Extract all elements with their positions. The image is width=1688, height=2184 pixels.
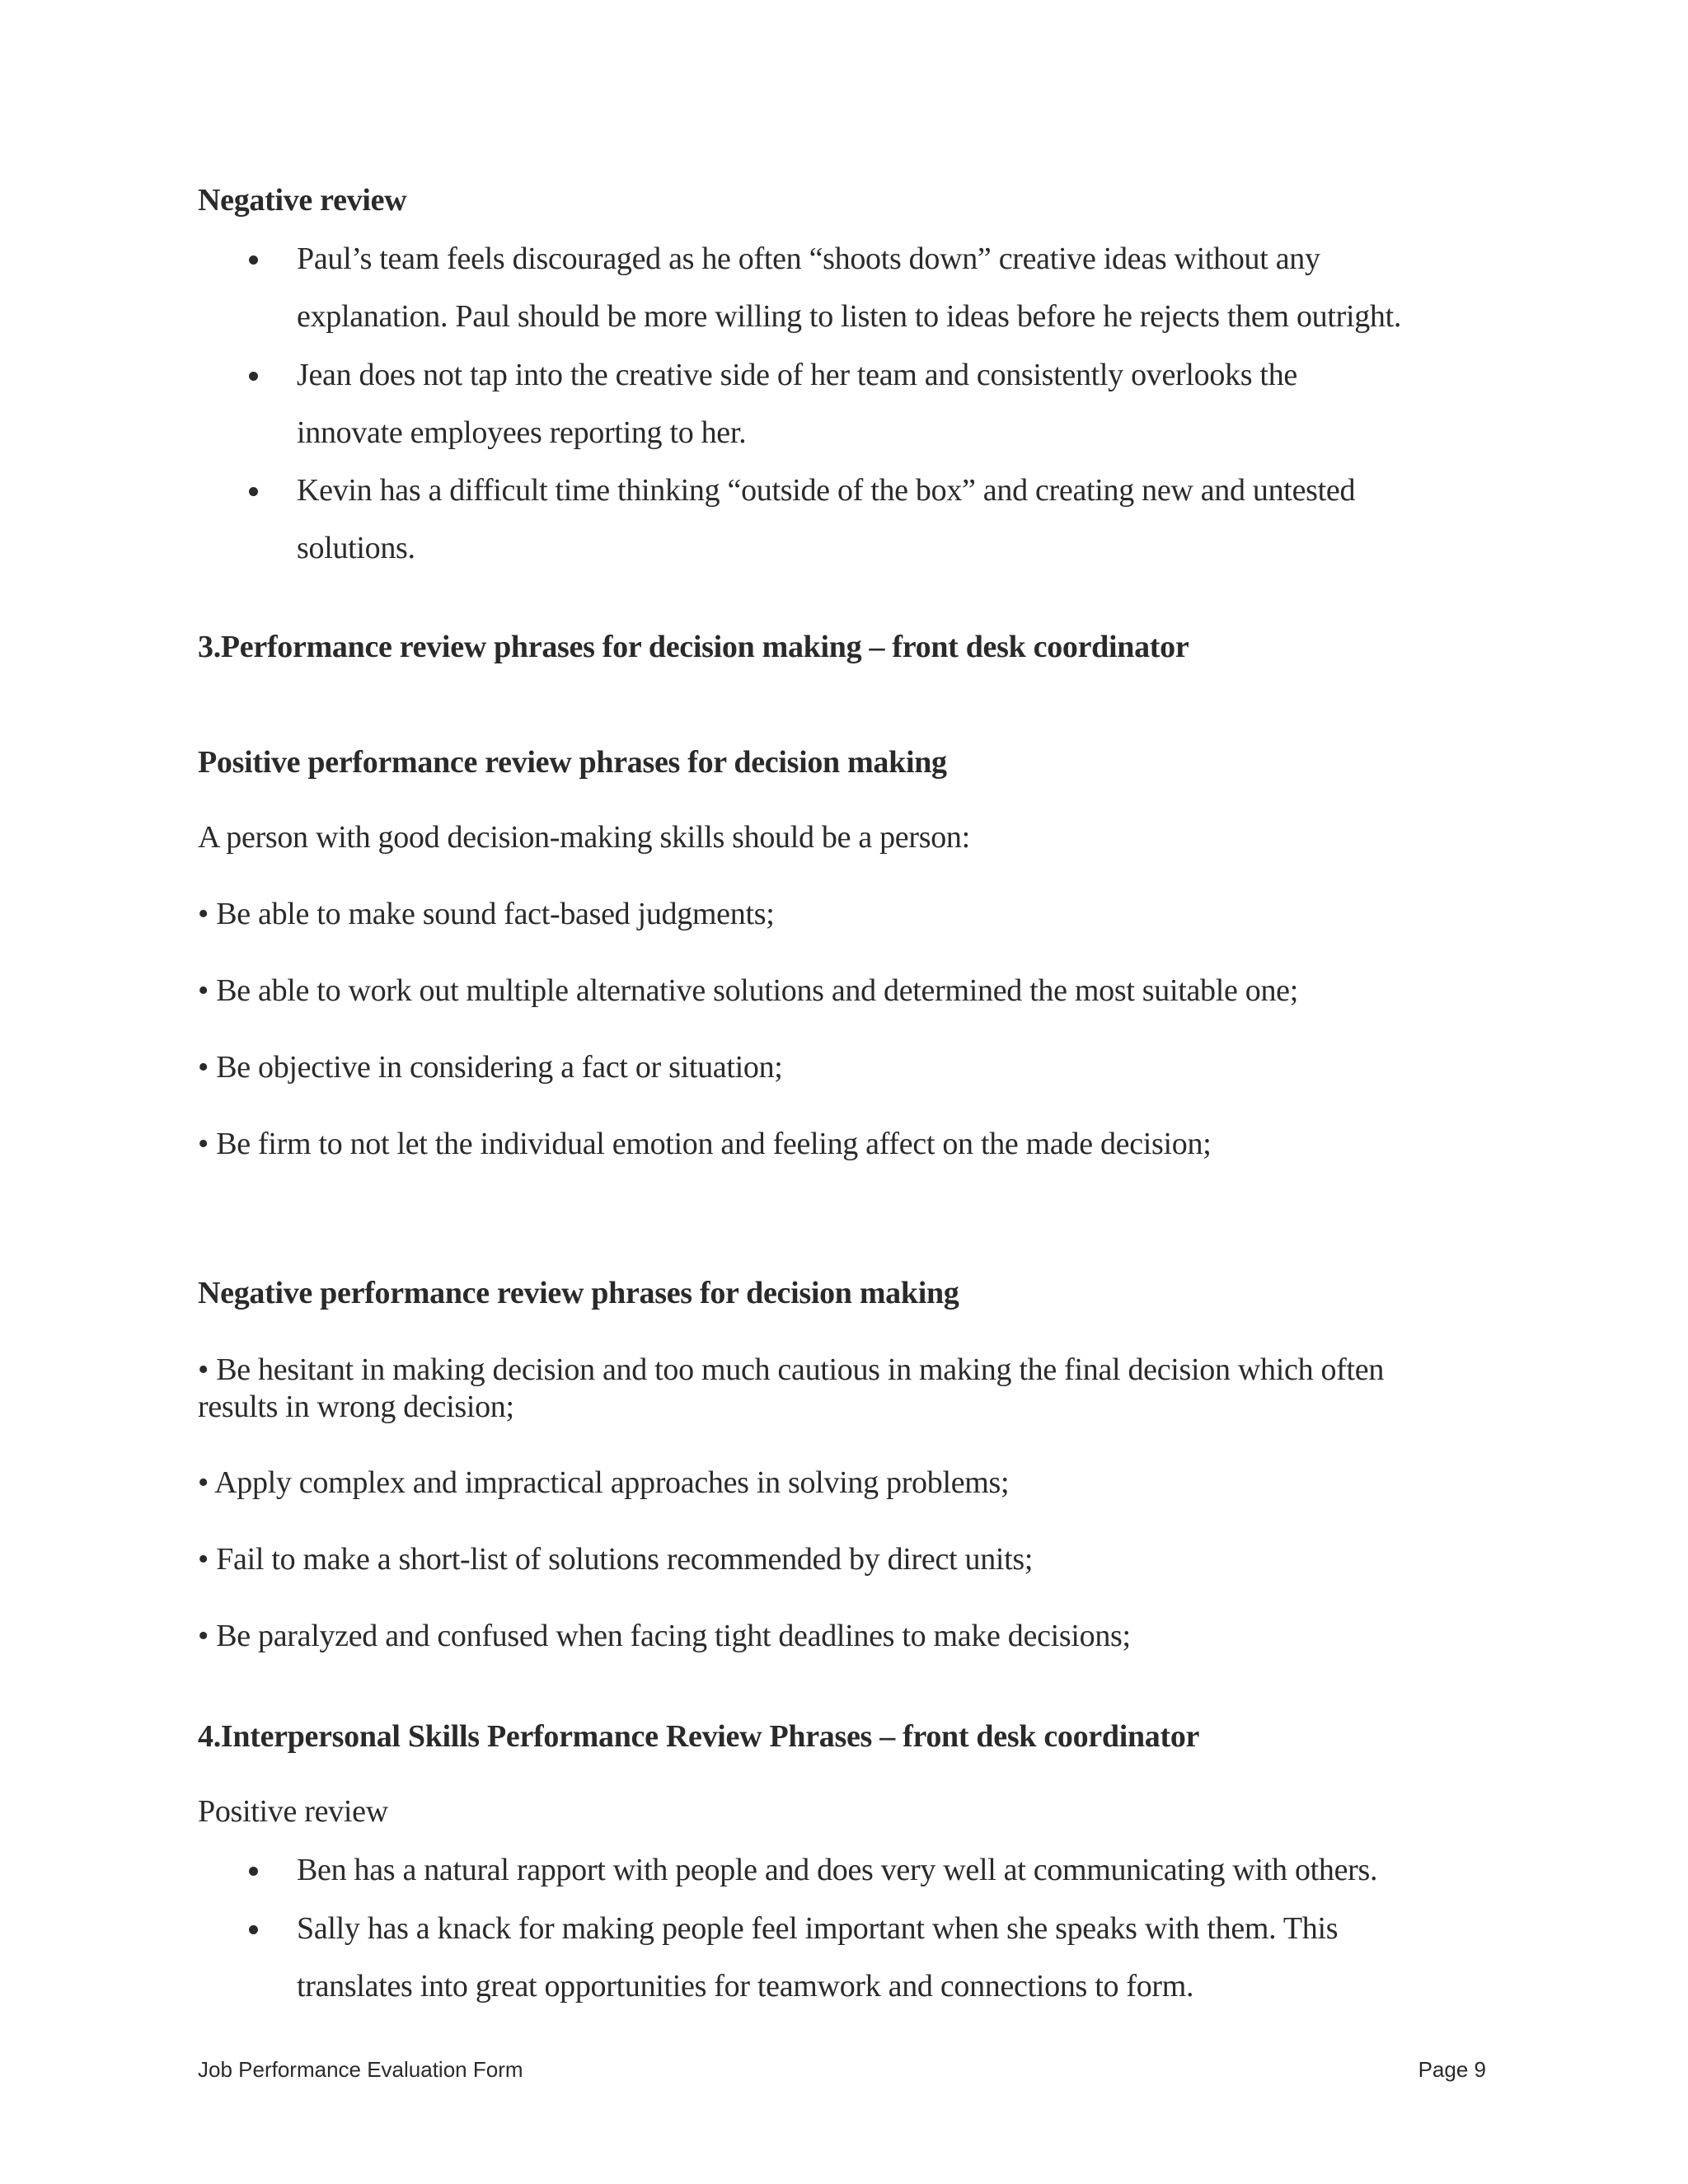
negative-review-item-2-line1: Jean does not tap into the creative side of her team and consistently overlooks the (297, 358, 1297, 392)
positive-item-2: • Be able to work out multiple alternative solutions and determined the most suitable one; (198, 973, 1299, 1008)
section-4-title: 4.Interpersonal Skills Performance Review Phrases – front desk coordinator (198, 1719, 1200, 1754)
section-3-title: 3.Performance review phrases for decision making – front desk coordinator (198, 630, 1189, 664)
negative-item-1-line1: • Be hesitant in making decision and too much cautious in making the final decision which often (198, 1352, 1385, 1387)
section-4-item-2-line2: translates into great opportunities for teamwork and connections to form. (297, 1969, 1194, 2004)
bullet-icon (249, 255, 258, 265)
positive-item-1: • Be able to make sound fact-based judgments; (198, 897, 775, 931)
negative-item-2: • Apply complex and impractical approaches in solving problems; (198, 1465, 1010, 1500)
page-number: Page 9 (1418, 2057, 1486, 2082)
section-3-intro: A person with good decision-making skills should be a person: (198, 820, 970, 855)
negative-item-3: • Fail to make a short-list of solutions recommended by direct units; (198, 1542, 1034, 1577)
negative-review-item-3-line1: Kevin has a difficult time thinking “outside of the box” and creating new and untested (297, 473, 1356, 508)
negative-review-item-3-line2: solutions. (297, 531, 415, 565)
bullet-icon (249, 1867, 258, 1876)
bullet-icon (249, 487, 258, 496)
bullet-icon (249, 1925, 258, 1934)
negative-review-item-1-line1: Paul’s team feels discouraged as he often “shoots down” creative ideas without any (297, 241, 1320, 276)
section-4-item-1-line1: Ben has a natural rapport with people and does very well at communicating with others. (297, 1853, 1378, 1887)
negative-review-heading: Negative review (198, 183, 407, 218)
negative-review-item-1-line2: explanation. Paul should be more willing to listen to ideas before he rejects them outright. (297, 299, 1402, 334)
negative-review-item-2-line2: innovate employees reporting to her. (297, 415, 747, 450)
section-3-negative-heading: Negative performance review phrases for decision making (198, 1276, 959, 1310)
section-3-positive-heading: Positive performance review phrases for decision making (198, 745, 947, 780)
positive-item-3: • Be objective in considering a fact or situation; (198, 1050, 783, 1085)
section-4-item-2-line1: Sally has a knack for making people feel important when she speaks with them. This (297, 1911, 1339, 1946)
positive-item-4: • Be firm to not let the individual emotion and feeling affect on the made decision; (198, 1127, 1212, 1161)
footer-left: Job Performance Evaluation Form (198, 2057, 523, 2082)
negative-item-4: • Be paralyzed and confused when facing tight deadlines to make decisions; (198, 1619, 1131, 1653)
section-4-positive-heading: Positive review (198, 1794, 388, 1829)
negative-item-1-line2: results in wrong decision; (198, 1390, 514, 1424)
bullet-icon (249, 372, 258, 381)
